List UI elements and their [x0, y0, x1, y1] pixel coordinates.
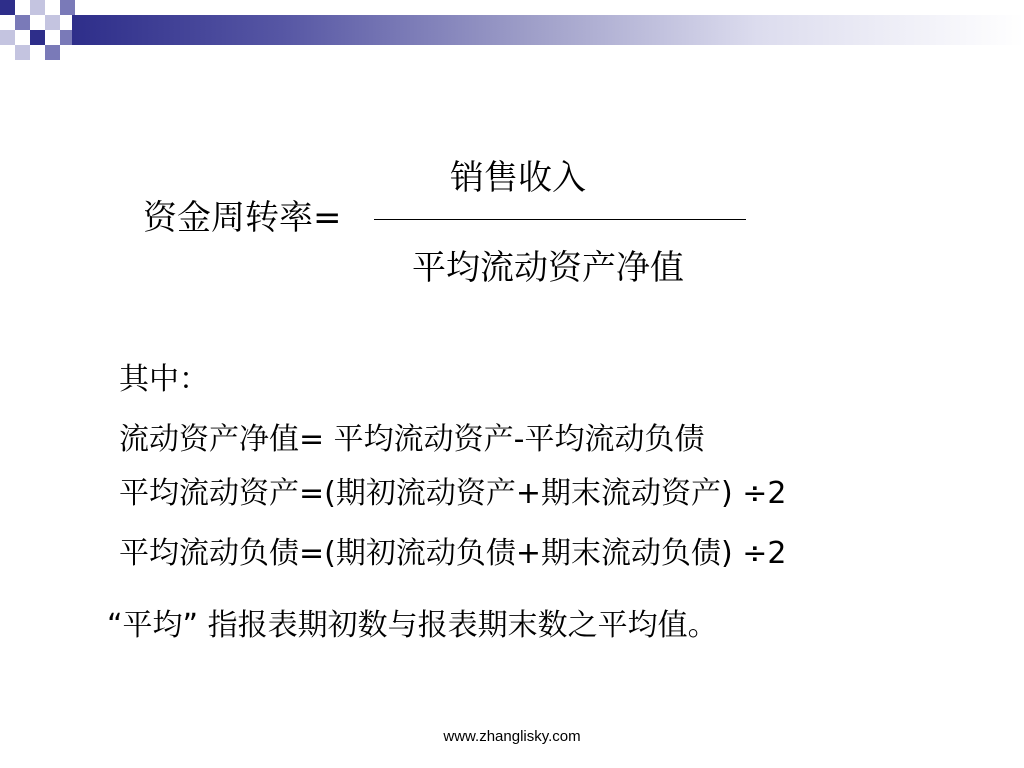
average-note: “平均” 指报表期初数与报表期末数之平均值。: [107, 608, 718, 643]
decor-square: [15, 45, 30, 60]
formula-lhs: 资金周转率=: [143, 198, 342, 238]
decor-square: [0, 30, 15, 45]
decor-square: [60, 0, 75, 15]
definitions-intro: 其中：: [119, 362, 209, 397]
formula-denominator: 平均流动资产净值: [412, 248, 684, 288]
definition-line: 流动资产净值= 平均流动资产-平均流动负债: [119, 422, 705, 457]
definition-line: 平均流动资产=(期初流动资产+期末流动资产) ÷2: [119, 476, 787, 511]
header-gradient-bar: [72, 15, 1024, 45]
decor-square: [30, 0, 45, 15]
formula-numerator: 销售收入: [450, 158, 586, 198]
decor-square: [0, 0, 15, 15]
decor-square: [30, 30, 45, 45]
decor-square: [45, 45, 60, 60]
footer-url: www.zhanglisky.com: [443, 728, 581, 745]
definition-line: 平均流动负债=(期初流动负债+期末流动负债) ÷2: [119, 536, 787, 571]
fraction-line: [374, 219, 746, 220]
decor-square: [45, 15, 60, 30]
slide-header-decoration: [0, 0, 1024, 64]
decor-square: [15, 15, 30, 30]
